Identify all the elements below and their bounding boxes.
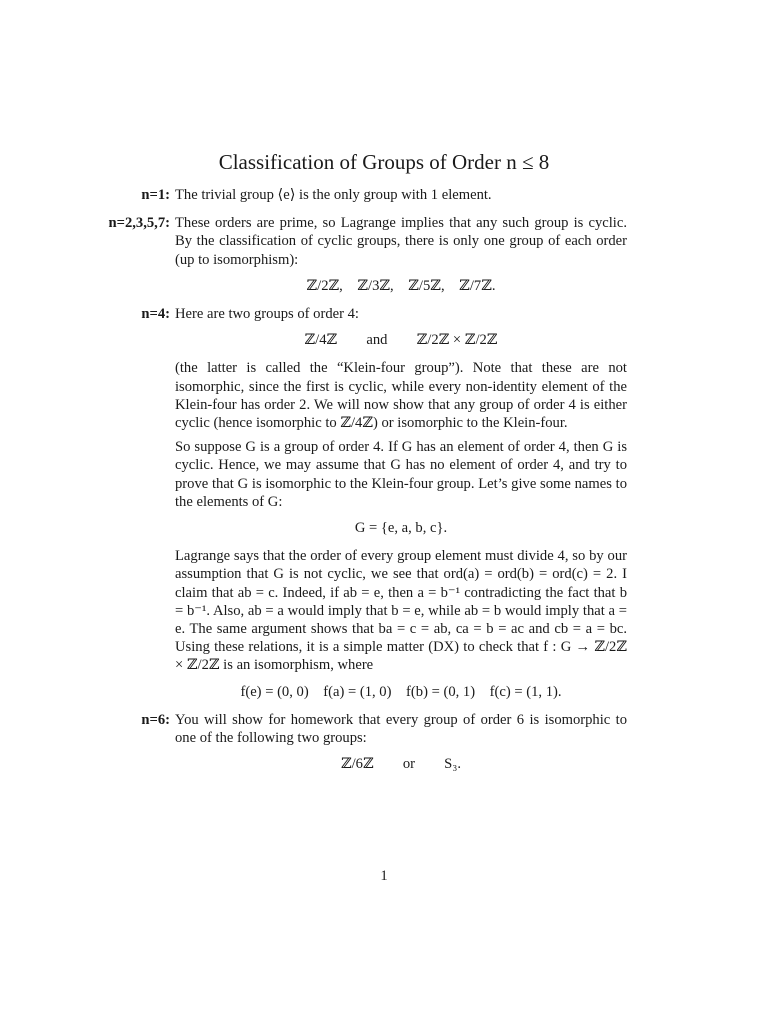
section-label: n=2,3,5,7: <box>108 215 170 232</box>
section-n6 <box>0 711 768 774</box>
paragraph: The trivial group ⟨e⟩ is the only group with 1 element. <box>175 187 492 203</box>
display-math: f(e) = (0, 0) f(a) = (1, 0) f(b) = (0, 1) f(c) = (1, 1). <box>240 683 562 700</box>
paragraph: Lagrange says that the order of every group element must divide 4, so by our assumption that G is not cyclic, we see that ord(a) = ord(b) = ord(c) = 2. I claim that ab = c. Indeed, if ab = e, then a = b⁻¹ contradicting the fact that b = b⁻¹. Also, ab = a would imply that b = e, while ab = b would imply that a = e. The same argument shows that ba = c = ab, ca = b = ac and cb = a = bc. Using these relations, it is a simple matter (DX) to check that f : G → ℤ/2ℤ × ℤ/2ℤ is an isomorphism, where <box>175 548 627 674</box>
display-math: ℤ/6ℤ or S₃. <box>340 756 462 773</box>
paragraph: These orders are prime, so Lagrange implies that any such group is cyclic. By the classification of cyclic groups, there is only one group of each order (up to isomorphism): <box>175 215 627 268</box>
display-math: ℤ/4ℤ and ℤ/2ℤ × ℤ/2ℤ <box>304 332 498 349</box>
section-n2357 <box>0 214 768 295</box>
page-number: 1 <box>380 868 388 884</box>
display-math: G = {e, a, b, c}. <box>354 520 448 537</box>
paragraph: So suppose G is a group of order 4. If G has an element of order 4, then G is cyclic. Hence, we may assume that G has no element of order 4, and try to prove that G is isomorphic to the Klein-four group. Let’s give some names to the elements of G: <box>175 439 627 510</box>
section-label: n=4: <box>141 306 170 323</box>
section-label: n=6: <box>141 711 170 728</box>
section-n4 <box>0 305 768 701</box>
paragraph: Here are two groups of order 4: <box>175 306 359 323</box>
section-label: n=1: <box>141 187 170 203</box>
document-body <box>0 186 768 783</box>
paragraph: (the latter is called the “Klein-four group”). Note that these are not isomorphic, since the first is cyclic, while every non-identity element of the Klein-four has order 2. We will now show that any group of order 4 is either cyclic (hence isomorphic to ℤ/4ℤ) or isomorphic to the Klein-four. <box>175 360 627 432</box>
page-title: Classification of Groups of Order n ≤ 8 <box>218 150 550 174</box>
section-n1 <box>0 186 768 204</box>
paragraph: You will show for homework that every group of order 6 is isomorphic to one of the following two groups: <box>175 711 627 747</box>
display-math: ℤ/2ℤ, ℤ/3ℤ, ℤ/5ℤ, ℤ/7ℤ. <box>306 277 496 294</box>
